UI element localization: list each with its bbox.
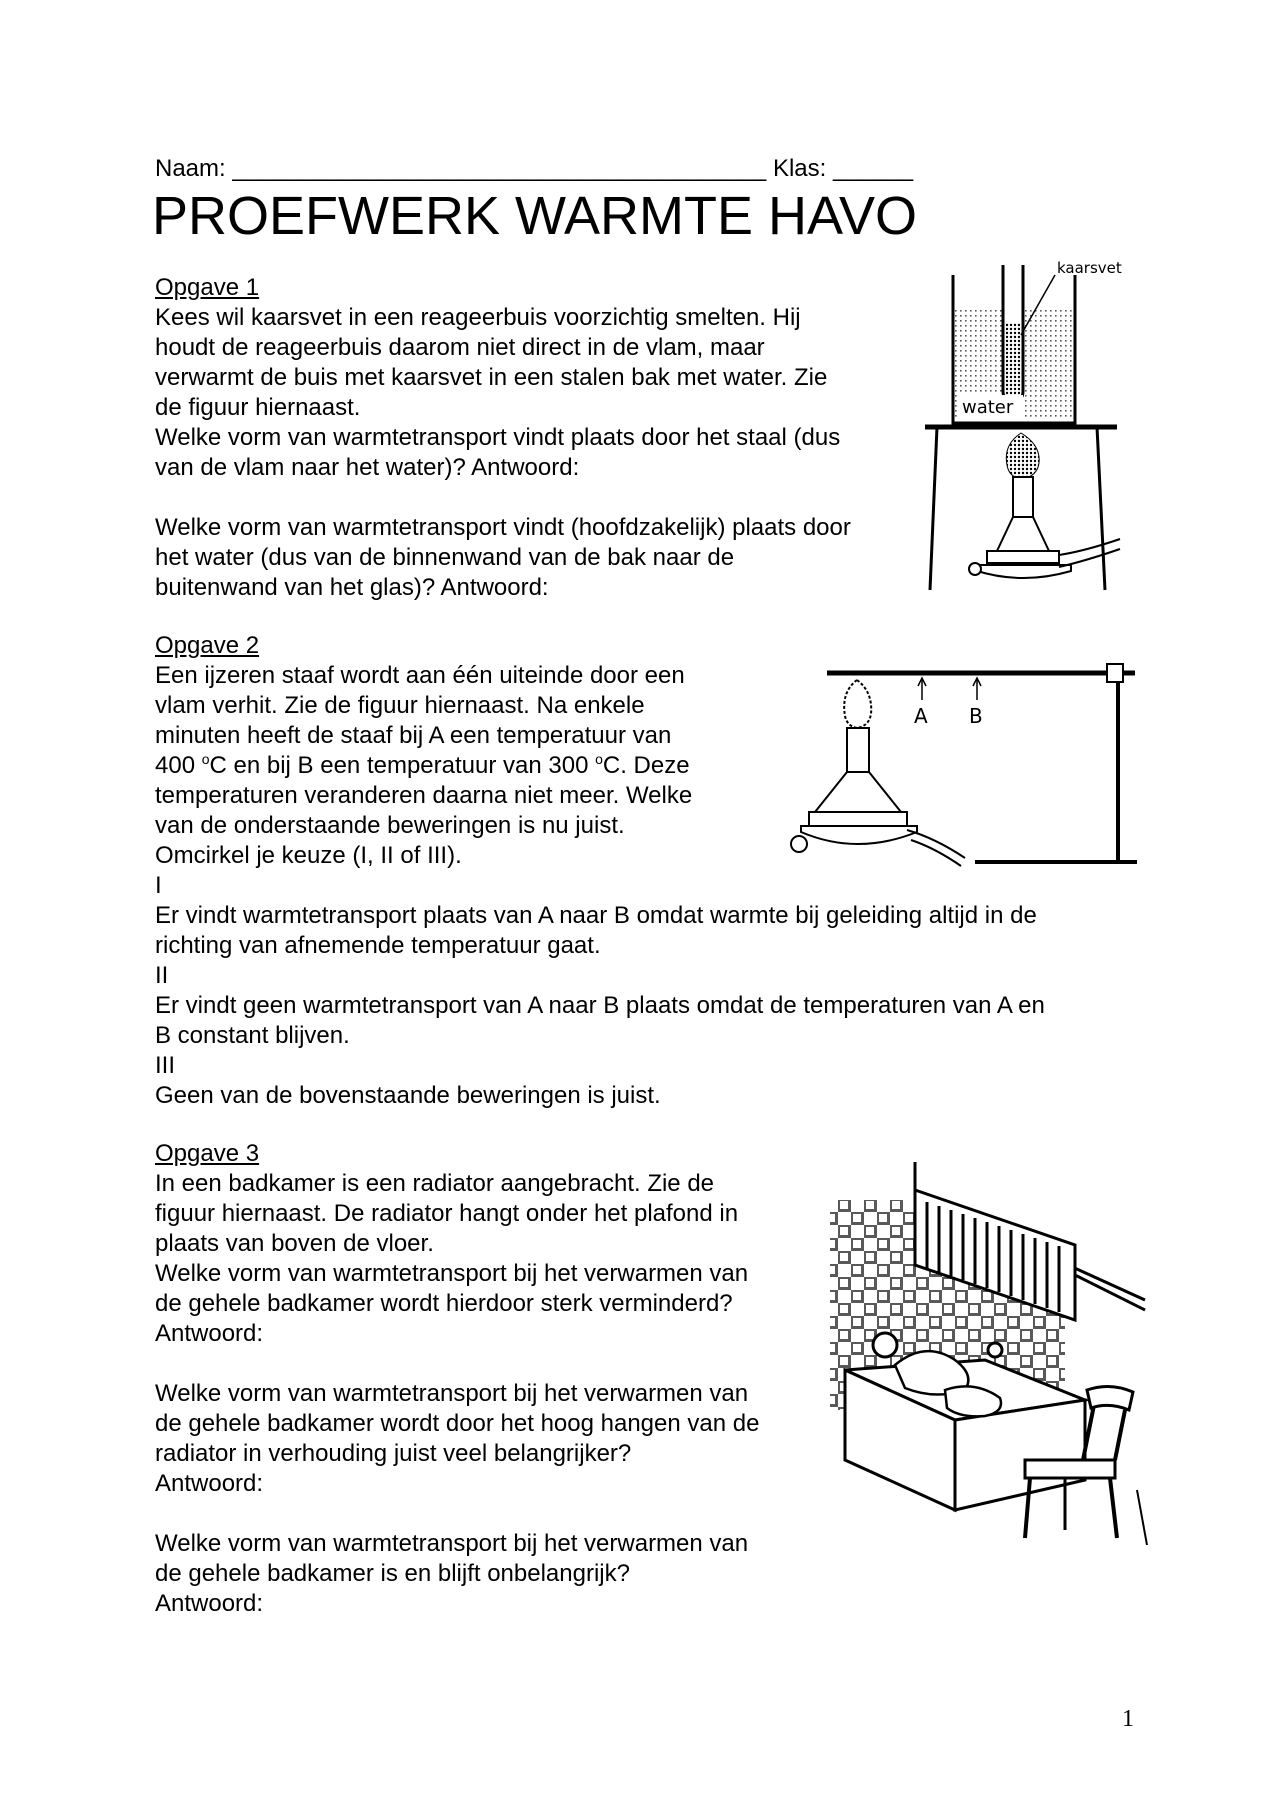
statement-i-text: Er vindt warmtetransport plaats van A naar B omdat warmte bij geleiding altijd in de: [155, 902, 1037, 929]
opgave3-line: Welke vorm van warmtetransport bij het verwarmen van: [155, 1530, 749, 1557]
opgave1-line: Kees wil kaarsvet in een reageerbuis voorzichtig smelten. Hij: [155, 304, 801, 331]
figure-heated-rod: [785, 660, 1140, 870]
statement-ii-text: B constant blijven.: [155, 1022, 350, 1049]
statement-iii-text: Geen van de bovenstaande beweringen is juist.: [155, 1082, 661, 1109]
opgave3-line: de gehele badkamer is en blijft onbelangrijk?: [155, 1560, 630, 1587]
opgave3-line: Antwoord:: [155, 1470, 264, 1497]
statement-label-i: I: [155, 872, 162, 899]
klas-line: ______: [832, 155, 914, 182]
opgave1-line: het water (dus van de binnenwand van de bak naar de: [155, 544, 735, 571]
statement-label-iii: III: [155, 1052, 176, 1079]
opgave3-line: de gehele badkamer wordt hierdoor sterk verminderd?: [155, 1290, 733, 1317]
opgave3-line: de gehele badkamer wordt door het hoog hangen van de: [155, 1410, 760, 1437]
opgave3-line: Welke vorm van warmtetransport bij het verwarmen van: [155, 1380, 749, 1407]
statement-label-ii: II: [155, 962, 169, 989]
opgave3-line: Welke vorm van warmtetransport bij het verwarmen van: [155, 1260, 749, 1287]
label-kaarsvet: kaarsvet: [1057, 259, 1122, 277]
opgave2-line: minuten heeft de staaf bij A een temperatuur van: [155, 722, 672, 749]
opgave2-line: Een ijzeren staaf wordt aan één uiteinde door een: [155, 662, 685, 689]
opgave3-line: radiator in verhouding juist veel belangrijker?: [155, 1440, 632, 1467]
opgave2-temp-line: 400 $^o$C en bij B een temperatuur van 300 $^o$C. Deze: [155, 751, 690, 779]
page-number: 1: [1122, 1706, 1134, 1732]
opgave2-line: Omcirkel je keuze (I, II of III).: [155, 842, 462, 869]
opgave1-line: Welke vorm van warmtetransport vindt plaats door het staal (dus: [155, 424, 841, 451]
opgave1-line: van de vlam naar het water)? Antwoord:: [155, 454, 580, 481]
opgave3-heading: Opgave 3: [155, 1140, 260, 1167]
naam-label: Naam:: [155, 155, 226, 182]
page-title: PROEFWERK WARMTE HAVO: [152, 186, 918, 246]
opgave2-heading: Opgave 2: [155, 632, 260, 659]
statement-i-text: richting van afnemende temperatuur gaat.: [155, 932, 601, 959]
opgave1-line: verwarmt de buis met kaarsvet in een stalen bak met water. Zie: [155, 364, 828, 391]
opgave2-line: van de onderstaande beweringen is nu juist.: [155, 812, 625, 839]
naam-line: ________________________________________: [232, 155, 767, 182]
figure-waterbath: [925, 255, 1125, 595]
opgave1-heading: Opgave 1: [155, 274, 260, 301]
opgave1-line: houdt de reageerbuis daarom niet direct in de vlam, maar: [155, 334, 765, 361]
statement-ii-text: Er vindt geen warmtetransport van A naar B plaats omdat de temperaturen van A en: [155, 992, 1045, 1019]
opgave3-line: Antwoord:: [155, 1590, 264, 1617]
label-b: B: [969, 704, 983, 728]
opgave1-line: buitenwand van het glas)? Antwoord:: [155, 574, 549, 601]
name-field-row: [155, 154, 913, 184]
opgave3-line: In een badkamer is een radiator aangebracht. Zie de: [155, 1170, 715, 1197]
opgave1-line: Welke vorm van warmtetransport vindt (hoofdzakelijk) plaats door: [155, 514, 851, 541]
klas-label: Klas:: [772, 155, 827, 182]
figure-bathroom: [825, 1160, 1150, 1545]
opgave2-line: temperaturen veranderen daarna niet meer. Welke: [155, 782, 693, 809]
opgave2-line: vlam verhit. Zie de figuur hiernaast. Na enkele: [155, 692, 645, 719]
label-water: water: [962, 397, 1014, 418]
opgave3-line: figuur hiernaast. De radiator hangt onder het plafond in: [155, 1200, 739, 1227]
opgave3-line: Antwoord:: [155, 1320, 264, 1347]
opgave3-line: plaats van boven de vloer.: [155, 1230, 434, 1257]
label-a: A: [914, 704, 928, 728]
opgave1-line: de figuur hiernaast.: [155, 394, 361, 421]
